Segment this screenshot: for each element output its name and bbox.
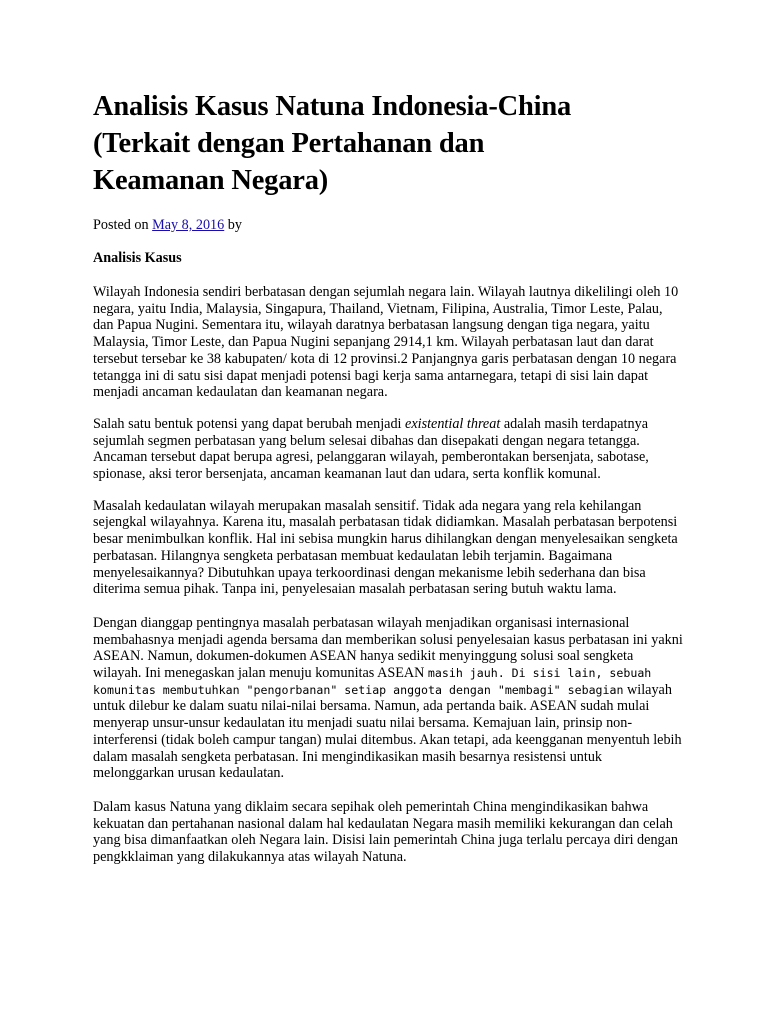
paragraph-1: Wilayah Indonesia sendiri berbatasan dengan sejumlah negara lain. Wilayah lautnya dikelilingi oleh 10 negara, yaitu India, Malaysia, Singapura, Thailand, Vietnam, Filipina, Australia, Timor Leste, Palau, dan Papua Nugini. Sementara itu, wilayah daratnya berbatasan langsung dengan tiga negara, yaitu Malaysia, Timor Leste, dan Papua Nugini sepanjang 2914,1 km. Wilayah perbatasan laut dan darat tersebut tersebar ke 38 kabupaten/ kota di 12 provinsi.2 Panjangnya garis perbatasan dengan 10 negara tetangga ini di satu sisi dapat menjadi potensi bagi kerja sama antarnegara, tetapi di sisi lain dapat menjadi ancaman kedaulatan dan keamanan negara. <box>93 284 679 401</box>
paragraph-2-italic: existential threat <box>405 415 501 432</box>
post-meta <box>93 217 685 233</box>
posted-suffix: by <box>224 217 242 233</box>
article-title-line-1: Analisis Kasus Natuna Indonesia-China <box>93 91 572 122</box>
paragraph-4-text-b: wilayah untuk dilebur ke dalam suatu nilai-nilai bersama. Namun, ada pertanda baik. ASEAN sudah mulai menyerap unsur-unsur kedaulatan itu menjadi suatu nilai bersama. Kemajuan lain, prinsip non- interferensi (tidak boleh campur tangan) mulai ditembus. Akan tetapi, ada keengganan menyentuh lebih dalam masalah sengketa perbatasan. Ini mengindikasikan masih besarnya resistensi untuk melonggarkan urusan kedaulatan. <box>93 681 682 782</box>
paragraph-2 <box>93 416 685 483</box>
paragraph-2-text-b: adalah masih terdapatnya sejumlah segmen perbatasan yang belum selesai dibahas dan disepakati dengan negara tetangga. Ancaman tersebut dapat berupa agresi, pelanggaran wilayah, pemberontakan bersenjata, sabotase, spionase, aksi teror bersenjata, ancaman keamanan laut dan udara, serta konflik komunal. <box>93 415 649 483</box>
paragraph-4-mono-text: masih jauh. Di sisi lain, sebuah komunitas membutuhkan "pengorbanan" setiap anggota dengan "membagi" sebagian <box>93 666 652 697</box>
paragraph-4-text-a: Dengan dianggap pentingnya masalah perbatasan wilayah menjadikan organisasi internasional membahasnya menjadi agenda bersama dan memberikan solusi penyelesaian kasus perbatasan ini yakni ASEAN. Namun, dokumen-dokumen ASEAN hanya sedikit menyinggung solusi soal sengketa wilayah. Ini menegaskan jalan menuju komunitas ASEAN <box>93 614 683 682</box>
paragraph-5: Dalam kasus Natuna yang diklaim secara sepihak oleh pemerintah China mengindikasikan bahwa kekuatan dan pertahanan nasional dalam hal kedaulatan Negara masih memiliki kekurangan dan celah yang bisa dimanfaatkan oleh Negara lain. Disisi lain pemerintah China juga terlalu percaya diri dengan pengkklaiman yang dilakukannya atas wilayah Natuna. <box>93 798 679 866</box>
paragraph-2-text-a: Salah satu bentuk potensi yang dapat berubah menjadi <box>93 415 406 432</box>
paragraph-3: Masalah kedaulatan wilayah merupakan masalah sensitif. Tidak ada negara yang rela kehilangan sejengkal wilayahnya. Karena itu, masalah perbatasan tidak didiamkan. Masalah perbatasan berpotensi besar menimbulkan konflik. Hal ini sebisa mungkin harus dihilangkan dengan menyelesaikan sengketa perbatasan. Hilangnya sengketa perbatasan membuat kedaulatan lebih terjamin. Bagaimana menyelesaikannya? Dibutuhkan upaya terkoordinasi dengan mekanisme lebih sederhana dan bisa diterima semua pihak. Tanpa ini, penyelesaian masalah perbatasan sering butuh waktu lama. <box>93 497 678 598</box>
article-title-line-2: (Terkait dengan Pertahanan dan <box>93 128 485 159</box>
article-title <box>93 88 685 199</box>
article <box>93 88 685 866</box>
posted-prefix: Posted on <box>93 217 153 233</box>
post-date-link[interactable]: May 8, 2016 <box>152 217 225 233</box>
section-heading: Analisis Kasus <box>93 250 182 266</box>
paragraph-4 <box>93 615 685 782</box>
article-title-line-3: Keamanan Negara) <box>93 165 329 196</box>
